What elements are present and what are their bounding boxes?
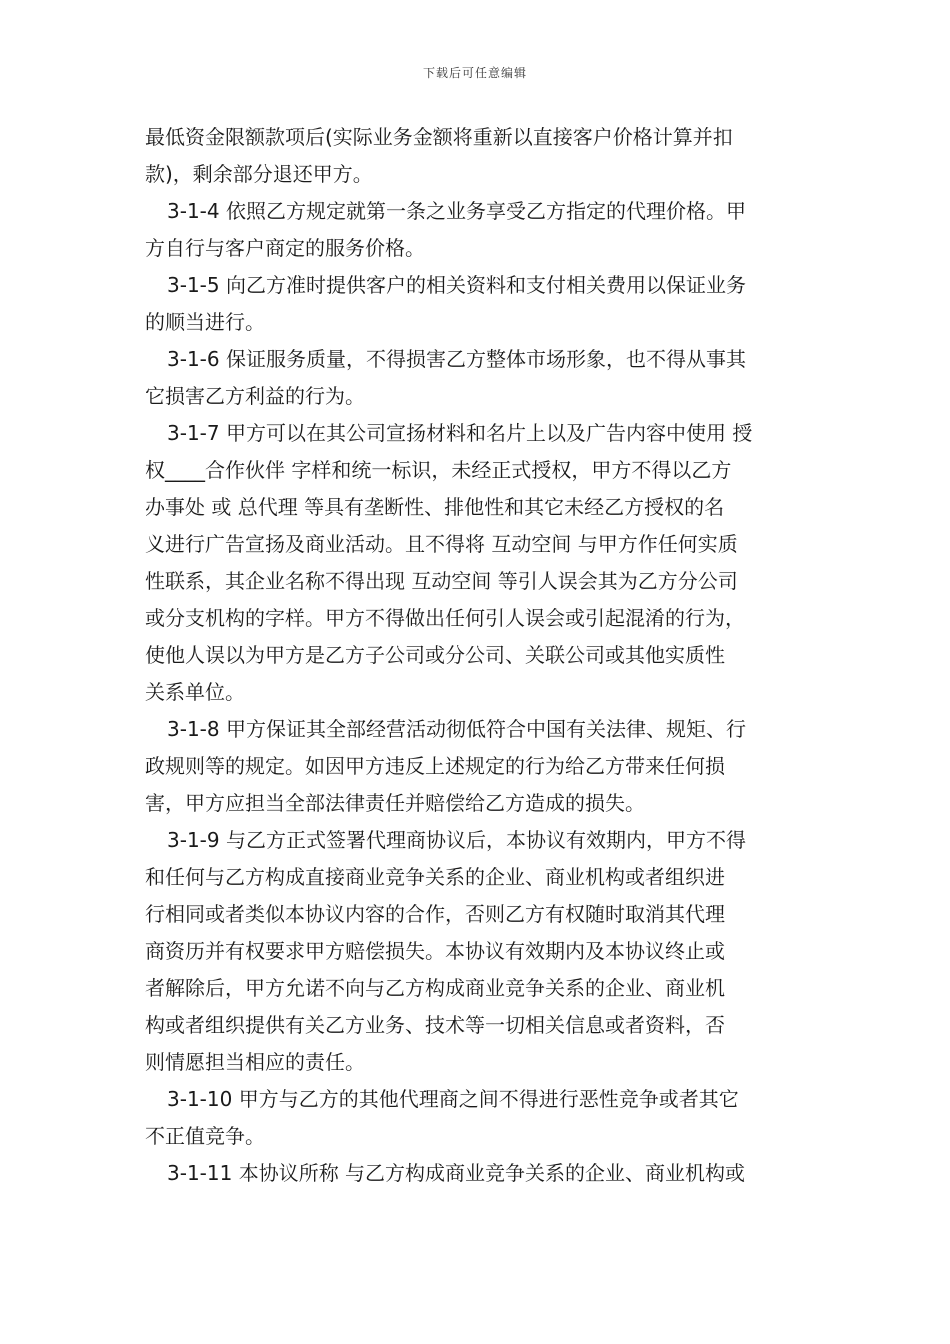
text-line: 构或者组织提供有关乙方业务、技术等一切相关信息或者资料，否 xyxy=(145,1013,725,1037)
text-line: 3-1-11 本协议所称 与乙方构成商业竞争关系的企业、商业机构或 xyxy=(167,1161,746,1185)
text-line: 3-1-10 甲方与乙方的其他代理商之间不得进行恶性竞争或者其它 xyxy=(167,1087,739,1111)
text-line: 商资历并有权要求甲方赔偿损失。本协议有效期内及本协议终止或 xyxy=(145,939,725,963)
text-line: 政规则等的规定。如因甲方违反上述规定的行为给乙方带来任何损 xyxy=(145,754,725,778)
text-line: 的顺当进行。 xyxy=(145,310,265,334)
text-line: 或分支机构的字样。甲方不得做出任何引人误会或引起混淆的行为， xyxy=(145,606,745,630)
text-line: 最低资金限额款项后(实际业务金额将重新以直接客户价格计算并扣 xyxy=(145,125,733,149)
text-line: 3-1-8 甲方保证其全部经营活动彻低符合中国有关法律、规矩、行 xyxy=(167,717,746,741)
text-line: 权____合作伙伴 字样和统一标识，未经正式授权，甲方不得以乙方 xyxy=(145,458,732,482)
text-line: 性联系，其企业名称不得出现 互动空间 等引人误会其为乙方分公司 xyxy=(145,569,738,593)
text-line: 者解除后，甲方允诺不向与乙方构成商业竞争关系的企业、商业机 xyxy=(145,976,725,1000)
text-line: 办事处 或 总代理 等具有垄断性、排他性和其它未经乙方授权的名 xyxy=(145,495,725,519)
text-line: 行相同或者类似本协议内容的合作，否则乙方有权随时取消其代理 xyxy=(145,902,725,926)
text-line: 3-1-9 与乙方正式签署代理商协议后，本协议有效期内，甲方不得 xyxy=(167,828,746,852)
text-line: 不正值竞争。 xyxy=(145,1124,265,1148)
text-line: 关系单位。 xyxy=(145,680,245,704)
text-line: 款)，剩余部分退还甲方。 xyxy=(145,162,373,186)
text-line: 害，甲方应担当全部法律责任并赔偿给乙方造成的损失。 xyxy=(145,791,645,815)
text-line: 和任何与乙方构成直接商业竞争关系的企业、商业机构或者组织进 xyxy=(145,865,725,889)
text-line: 则情愿担当相应的责任。 xyxy=(145,1050,365,1074)
text-line: 3-1-4 依照乙方规定就第一条之业务享受乙方指定的代理价格。甲 xyxy=(167,199,746,223)
text-line: 3-1-6 保证服务质量，不得损害乙方整体市场形象，也不得从事其 xyxy=(167,347,746,371)
text-line: 义进行广告宣扬及商业活动。且不得将 互动空间 与甲方作任何实质 xyxy=(145,532,738,556)
text-line: 3-1-7 甲方可以在其公司宣扬材料和名片上以及广告内容中使用 授 xyxy=(167,421,753,445)
text-line: 3-1-5 向乙方准时提供客户的相关资料和支付相关费用以保证业务 xyxy=(167,273,746,297)
text-line: 它损害乙方利益的行为。 xyxy=(145,384,365,408)
header-note: 下载后可任意编辑 xyxy=(422,66,527,80)
text-line: 使他人误以为甲方是乙方子公司或分公司、关联公司或其他实质性 xyxy=(145,643,725,667)
text-line: 方自行与客户商定的服务价格。 xyxy=(145,236,425,260)
document-body xyxy=(145,119,817,1192)
